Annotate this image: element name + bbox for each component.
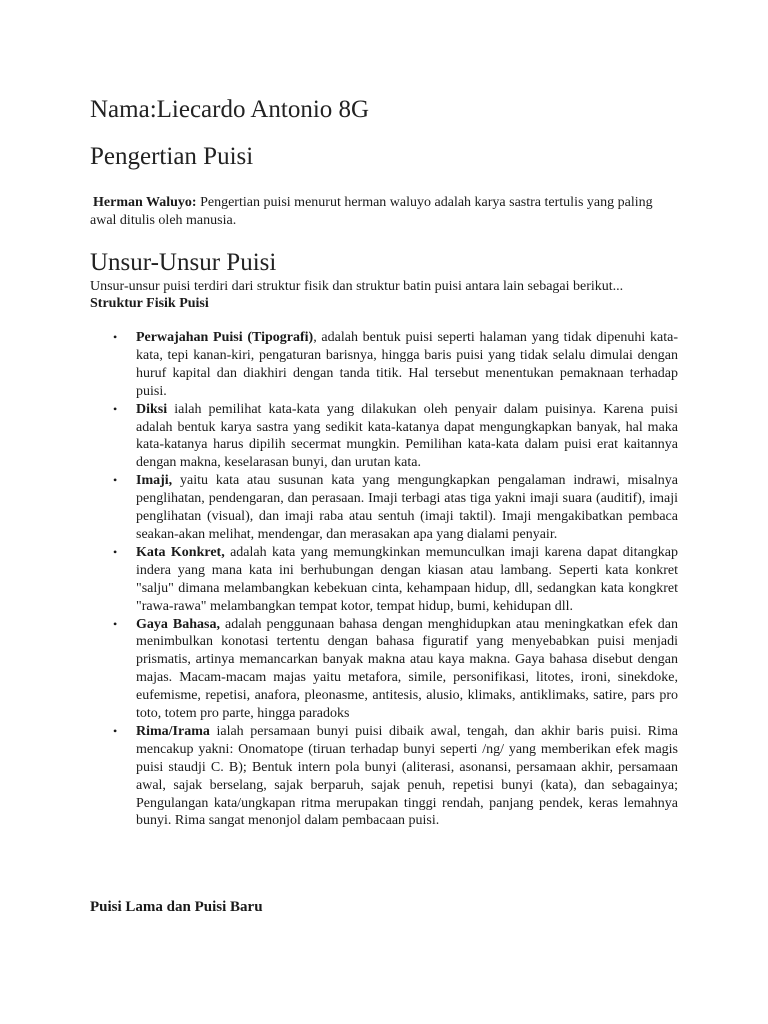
bullet-icon: • [113,401,118,416]
list-item [90,723,678,830]
item-term: Gaya Bahasa, [136,616,220,632]
unsur-intro: Unsur-unsur puisi terdiri dari struktur fisik dan struktur batin puisi antara lain sebagai berikut... [90,279,624,294]
herman-paragraph [90,194,678,229]
item-text: , adalah bentuk puisi seperti halaman yang tidak dipenuhi kata-kata, tepi kanan-kiri, pengaturan barisnya, hingga baris puisi yang tidak selalu dimulai dengan huruf kapital dan diakhiri dengan tanda titik. Hal tersebut menentukan pemaknaan terhadap puisi. [136,330,679,399]
puisi-lama-baru-heading: Puisi Lama dan Puisi Baru [90,899,263,915]
fisik-heading: Struktur Fisik Puisi [90,296,209,311]
item-term: Diksi [136,401,168,417]
item-text: adalah kata yang memungkinkan memunculkan imaji karena dapat ditangkap indera yang mana kata ini berhubungan dengan kiasan atau lambang. Seperti kata konkret "salju" dimana melambangkan kebekuan cinta, kehampaan hidup, dll, sedangkan kata kongkret "rawa-rawa" melambangkan tempat kotor, tempat hidup, bumi, kehidupan dll. [136,544,678,614]
name-line: Nama:Liecardo Antonio 8G [90,96,370,123]
struktur-fisik-list [90,329,678,830]
item-term: Imaji, [136,473,173,489]
item-text: yaitu kata atau susunan kata yang mengungkapkan pengalaman indrawi, misalnya penglihatan, pendengaran, dan perasaan. Imaji terbagi atas tiga yakni imaji suara (auditif), imaji penglihatan (visual), dan imaji raba atau sentuh (imaji taktil). Imaji mengakibatkan pembaca seakan-akan melihat, mendengar, dan merasakan apa yang dialami penyair. [136,473,678,542]
item-text: ialah pemilihat kata-kata yang dilakukan oleh penyair dalam puisinya. Karena puisi adalah bentuk karya sastra yang sedikit kata-katanya dapat mengungkapkan banyak, hal maka kata-katanya harus dipilih secermat mungkin. Pemilihan kata-kata dalam puisi erat kaitannya dengan makna, keselarasan bunyi, dan urutan kata. [136,401,678,471]
bullet-icon: • [113,330,118,344]
list-item [90,401,678,473]
bullet-icon: • [113,544,118,559]
bullet-icon: • [113,723,118,738]
herman-label: Herman Waluyo: [93,195,197,210]
list-item [90,329,678,401]
list-item [90,616,678,723]
unsur-heading: Unsur-Unsur Puisi [90,249,277,276]
bullet-icon: • [113,473,118,488]
item-text: adalah penggunaan bahasa dengan menghidupkan atau meningkatkan efek dan menimbulkan konotasi tertentu dengan bahasa figuratif yang menyebabkan puisi menjadi prismatis, artinya memancarkan banyak makna atau kaya makna. Gaya bahasa disebut dengan majas. Macam-macam majas yaitu metafora, simile, personifikasi, litotes, ironi, sinekdoke, eufemisme, repetisi, anafora, pleonasme, antitesis, alusio, klimaks, antiklimaks, satire, pars pro toto, totem pro parte, hingga paradoks [136,616,678,722]
list-item [90,472,678,544]
item-term: Kata Konkret, [136,544,225,560]
list-item [90,544,678,616]
item-term: Perwajahan Puisi (Tipografi) [136,330,314,345]
herman-text: Pengertian puisi menurut herman waluyo adalah karya sastra tertulis yang paling awal ditulis oleh manusia. [90,195,653,228]
bullet-icon: • [113,616,118,631]
item-text: ialah persamaan bunyi puisi dibaik awal, tengah, dan akhir baris puisi. Rima mencakup yakni: Onomatope (tiruan terhadap bunyi seperti /ng/ yang memberikan efek magis puisi staudji C. B); Bentuk intern pola bunyi (aliterasi, asonansi, persamaan akhir, persamaan awal, sajak berselang, sajak berparuh, sajak penuh, repetisi bunyi (kata), dan sebagainya; Pengulangan kata/ungkapan ritma merupakan tinggi rendah, panjang pendek, keras lemahnya bunyi. Rima sangat menonjol dalam pembacaan puisi. [136,723,678,829]
pengertian-heading: Pengertian Puisi [90,143,254,170]
item-term: Rima/Irama [136,723,210,739]
